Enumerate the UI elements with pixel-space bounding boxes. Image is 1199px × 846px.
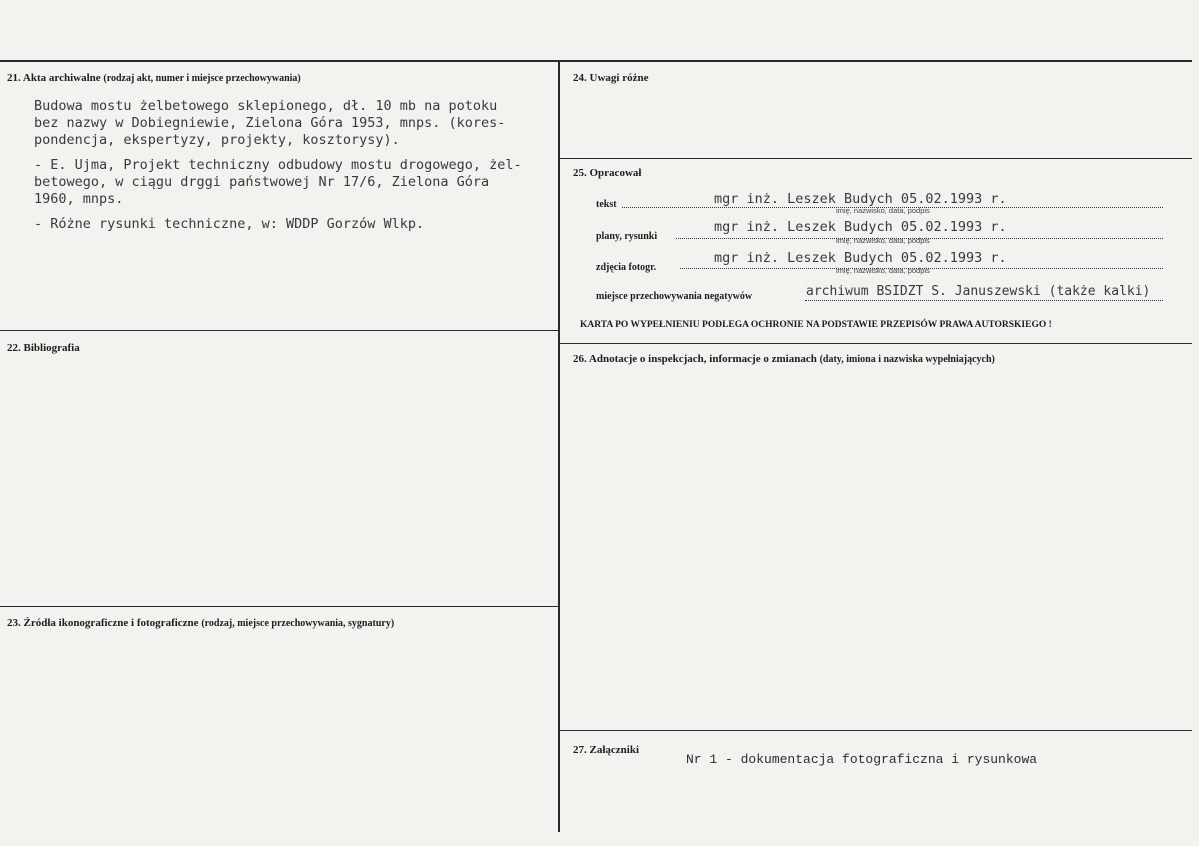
- prepared-text-value: mgr inż. Leszek Budych 05.02.1993 r.: [714, 191, 1007, 207]
- section-26-title: Adnotacje o inspekcjach, informacje o zmianach: [588, 353, 817, 365]
- archive-entry-2: [34, 157, 522, 208]
- section-21-content: [34, 98, 522, 241]
- section-24-number: 24.: [573, 72, 587, 84]
- copyright-notice: KARTA PO WYPEŁNIENIU PODLEGA OCHRONIE NA PODSTAWIE PRZEPISÓW PRAWA AUTORSKIEGO !: [580, 320, 1052, 330]
- section-21-heading: [7, 72, 301, 84]
- section-23-number: 23.: [7, 617, 21, 629]
- section-25-number: 25.: [573, 167, 587, 179]
- archive-entry-3: [34, 216, 522, 233]
- negatives-storage-label: miejsce przechowywania negatywów: [596, 291, 753, 302]
- divider-24-25: [559, 158, 1192, 159]
- section-21-subtitle: (rodzaj akt, numer i miejsce przechowywania): [103, 73, 301, 84]
- section-26-heading: [573, 353, 995, 365]
- prepared-photos-value: mgr inż. Leszek Budych 05.02.1993 r.: [714, 250, 1007, 266]
- section-27-title: Załączniki: [589, 744, 640, 756]
- top-border: [0, 60, 1192, 62]
- section-22-number: 22.: [7, 342, 21, 354]
- prepared-text-caption: imię, nazwisko, data, podpis: [836, 206, 930, 215]
- negatives-storage-value: archiwum BSIDZT S. Januszewski (także kalki): [806, 284, 1151, 299]
- center-divider: [558, 60, 560, 832]
- prepared-plans-caption: imię, nazwisko, data, podpis: [836, 236, 930, 245]
- section-26-subtitle: (daty, imiona i nazwiska wypełniających): [819, 354, 995, 365]
- prepared-photos-label: zdjęcia fotogr.: [596, 262, 657, 273]
- section-24-heading: [573, 72, 648, 84]
- section-21-title: Akta archiwalne: [22, 72, 101, 84]
- text-line: bez nazwy w Dobiegniewie, Zielona Góra 1953, mnps. (kores-: [34, 115, 506, 131]
- prepared-plans-label: plany, rysunki: [596, 231, 658, 242]
- section-27-heading: [573, 744, 639, 756]
- text-line: Budowa mostu żelbetowego sklepionego, dł. 10 mb na potoku: [34, 98, 498, 114]
- section-26-number: 26.: [573, 353, 587, 365]
- text-line: 1960, mnps.: [34, 191, 124, 207]
- attachments-value: Nr 1 - dokumentacja fotograficzna i rysunkowa: [686, 752, 1038, 767]
- divider-22-23: [0, 606, 559, 607]
- prepared-plans-value: mgr inż. Leszek Budych 05.02.1993 r.: [714, 219, 1007, 235]
- prepared-text-label: tekst: [596, 199, 617, 210]
- text-line: - E. Ujma, Projekt techniczny odbudowy mostu drogowego, żel-: [34, 157, 522, 173]
- section-22-heading: [7, 342, 80, 354]
- negatives-storage-dots: [805, 300, 1163, 301]
- text-line: - Różne rysunki techniczne, w: WDDP Gorzów Wlkp.: [34, 216, 425, 232]
- divider-26-27: [559, 730, 1192, 731]
- section-27-number: 27.: [573, 744, 587, 756]
- section-23-title: Źródła ikonograficzne i fotograficzne: [23, 617, 199, 629]
- section-21-number: 21.: [7, 72, 21, 84]
- section-23-heading: [7, 617, 394, 629]
- section-25-heading: [573, 167, 641, 179]
- section-25-title: Opracował: [589, 167, 642, 179]
- divider-25-26: [559, 343, 1192, 344]
- prepared-photos-caption: imię, nazwisko, data, podpis: [836, 266, 930, 275]
- text-line: betowego, w ciągu drggi państwowej Nr 17/6, Zielona Góra: [34, 174, 490, 190]
- section-23-subtitle: (rodzaj, miejsce przechowywania, sygnatury): [201, 618, 395, 629]
- text-line: pondencja, ekspertyzy, projekty, kosztorysy).: [34, 132, 400, 148]
- archive-entry-1: [34, 98, 522, 149]
- divider-21-22: [0, 330, 559, 331]
- section-24-title: Uwagi różne: [589, 72, 649, 84]
- section-22-title: Bibliografia: [23, 342, 80, 354]
